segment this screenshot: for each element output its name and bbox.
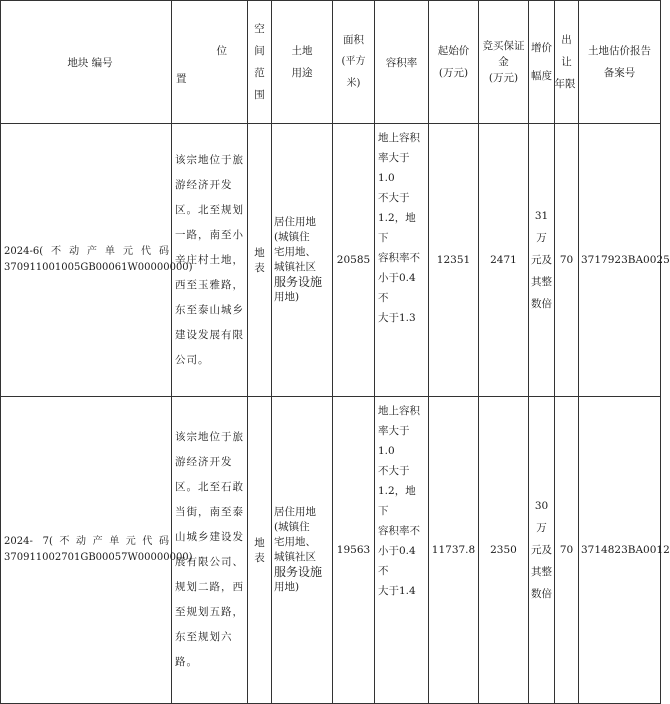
- plot-area: 19563: [333, 397, 375, 704]
- plot-deposit: 2471: [479, 124, 529, 397]
- plot-location: [172, 397, 248, 704]
- plot-code: 2024-6(不动产单元代码370911001005GB00061W00000000): [1, 124, 172, 397]
- plot-increment: [529, 124, 555, 397]
- location-line: 至规划五路，: [175, 606, 244, 618]
- header-start-price-line: 起始价: [437, 45, 470, 57]
- plot-start-price: 12351: [429, 124, 479, 397]
- location-line: 规划二路，西: [175, 581, 244, 593]
- plot-code: 2024- 7(不动产单元代码370911002701GB00057W00000000): [1, 397, 172, 704]
- plot-appraisal: 3717923BA0025: [579, 124, 661, 397]
- far-line: 容积率不: [378, 252, 420, 264]
- header-deposit-line: (万元): [488, 72, 519, 84]
- far-line: 不大于: [378, 465, 410, 477]
- header-space-range: [248, 1, 272, 124]
- header-plot-no: [1, 1, 172, 124]
- location-line: 辛庄村土地，: [175, 253, 244, 266]
- land-use-line: 服务设施: [274, 275, 323, 289]
- location-line: 游经济开发: [175, 456, 233, 468]
- location-line: 公司。: [175, 353, 210, 366]
- far-line: 率大于1.0: [378, 425, 410, 457]
- far-line: 地上容积: [378, 132, 420, 144]
- far-line: 1.2，地下: [378, 212, 416, 244]
- far-line: 小于0.4不: [378, 545, 416, 577]
- plot-land-use: [272, 124, 333, 397]
- far-line: 地上容积: [378, 405, 420, 417]
- plot-term: 70: [555, 397, 579, 704]
- location-line: 展有限公司、: [175, 556, 244, 568]
- header-location-bottom: 置: [176, 73, 187, 85]
- land-use-line: (城镇住: [274, 231, 310, 243]
- location-line: 东至泰山城乡: [175, 303, 244, 316]
- increment-line: 30万: [534, 500, 549, 534]
- header-area: [333, 1, 375, 124]
- header-start-price-line: (万元): [438, 67, 469, 79]
- increment-line: 数倍: [531, 298, 552, 310]
- header-term-line: 年限: [554, 78, 576, 90]
- header-increment: [529, 1, 555, 124]
- header-increment-line: 增价: [531, 42, 552, 54]
- far-line: 大于1.3: [378, 312, 416, 324]
- header-row: [1, 1, 661, 124]
- plot-start-price: 11737.8: [429, 397, 479, 704]
- land-use-line: 宅用地、: [274, 536, 316, 548]
- land-use-line: 城镇社区: [274, 551, 316, 563]
- increment-line: 其整: [531, 566, 552, 578]
- plot-deposit: 2350: [479, 397, 529, 704]
- land-use-line: (城镇住: [274, 521, 310, 533]
- increment-line: 31万: [534, 210, 549, 244]
- location-line: 区。北至石敢: [175, 481, 244, 493]
- table-row: [1, 397, 661, 704]
- land-use-line: 居住用地: [274, 506, 316, 518]
- plot-far: [375, 397, 429, 704]
- header-area-line: 面积: [343, 34, 364, 46]
- far-line: 大于1.4: [378, 585, 416, 597]
- header-term-line: 让: [561, 56, 572, 68]
- far-line: 不大于: [378, 192, 410, 204]
- header-location-top: 位: [216, 45, 227, 57]
- far-line: 容积率不: [378, 525, 420, 537]
- location-line: 游经济开发: [175, 178, 233, 191]
- land-use-line: 宅用地、: [274, 246, 316, 258]
- location-line: 山城乡建设发: [175, 531, 244, 543]
- location-line: 当街，南至泰: [175, 506, 244, 518]
- increment-line: 其整: [531, 276, 552, 288]
- location-line: 该宗地位于旅: [175, 153, 244, 166]
- header-deposit-line: 竞买保证: [482, 40, 525, 52]
- location-line: 区。北至规划: [175, 203, 244, 216]
- header-deposit-line: 金: [498, 56, 509, 68]
- plot-space: 地表: [248, 124, 272, 397]
- increment-line: 数倍: [531, 588, 552, 600]
- header-land-use-line: 用途: [291, 67, 313, 79]
- far-line: 率大于1.0: [378, 152, 410, 184]
- increment-line: 元及: [531, 544, 552, 556]
- header-increment-line: 幅度: [531, 70, 552, 82]
- location-line: 路。: [175, 656, 198, 668]
- header-space-char: 围: [254, 89, 265, 101]
- plot-land-use: [272, 397, 333, 704]
- plot-space: 地表: [248, 397, 272, 704]
- header-term: [555, 1, 579, 124]
- land-use-line: 用地): [274, 581, 300, 593]
- land-use-line: 用地): [274, 291, 300, 303]
- header-appraisal: [579, 1, 661, 124]
- plot-term: 70: [555, 124, 579, 397]
- location-line: 建设发展有限: [175, 328, 244, 341]
- plot-location: [172, 124, 248, 397]
- land-use-line: 城镇社区: [274, 261, 316, 273]
- header-location: [172, 1, 248, 124]
- header-appraisal-line: 土地估价报告: [588, 45, 651, 57]
- header-space-char: 范: [254, 67, 265, 79]
- header-land-use-line: 土地: [291, 45, 313, 57]
- land-use-line: 居住用地: [274, 216, 316, 228]
- far-line: 小于0.4不: [378, 272, 416, 304]
- location-line: 一路，南至小: [175, 228, 244, 241]
- header-land-use: [272, 1, 333, 124]
- land-use-line: 服务设施: [274, 565, 323, 579]
- far-line: 1.2，地下: [378, 485, 416, 517]
- header-space-char: 空: [254, 23, 265, 35]
- header-far: 容积率: [375, 1, 429, 124]
- plot-far: [375, 124, 429, 397]
- plot-area: 20585: [333, 124, 375, 397]
- header-start-price: [429, 1, 479, 124]
- header-plot-no-text: 地块 编号: [67, 56, 113, 69]
- plot-increment: [529, 397, 555, 704]
- header-space-char: 间: [254, 45, 265, 57]
- location-line: 西至玉雅路，: [175, 278, 244, 291]
- header-deposit: [479, 1, 529, 124]
- header-appraisal-line: 备案号: [603, 67, 636, 79]
- increment-line: 元及: [531, 254, 552, 266]
- plot-appraisal: 3714823BA0012: [579, 397, 661, 704]
- header-area-line: (平方米): [341, 56, 366, 89]
- header-term-line: 出: [561, 34, 572, 46]
- table-row: [1, 124, 661, 397]
- location-line: 该宗地位于旅: [175, 431, 244, 443]
- location-line: 东至规划六: [175, 631, 233, 643]
